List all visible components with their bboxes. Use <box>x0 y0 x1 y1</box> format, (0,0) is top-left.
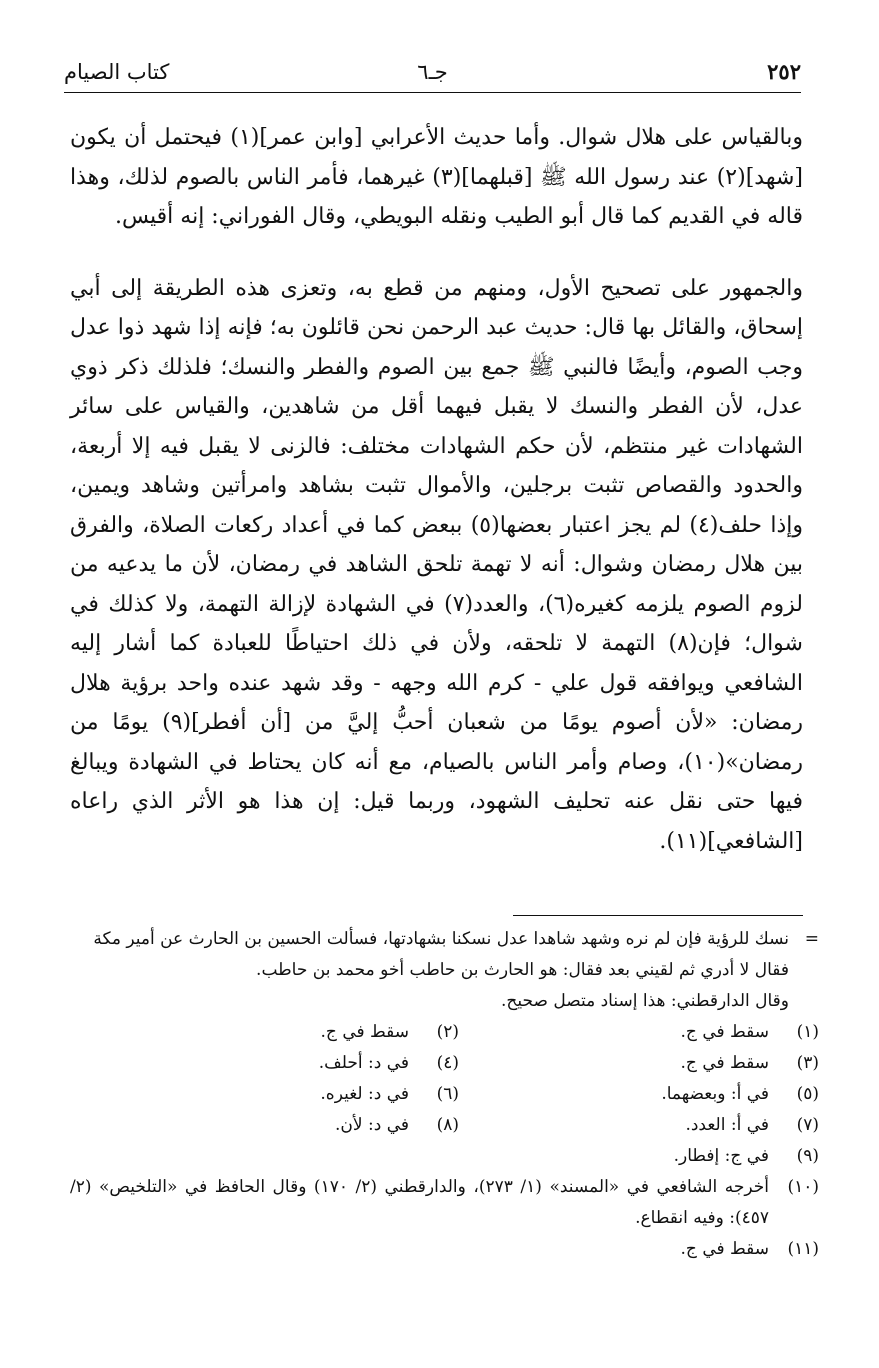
footnote-number: (٩) <box>796 1146 819 1166</box>
footnote-separator <box>513 915 803 916</box>
running-header <box>64 52 801 93</box>
footnote-number: (٣) <box>796 1053 819 1073</box>
footnotes <box>70 924 819 1265</box>
footnote <box>70 1110 459 1141</box>
book-title: كتاب الصيام <box>64 60 170 84</box>
footnote-text: سقط في ج. <box>320 1022 409 1042</box>
footnote-grid <box>70 1017 819 1141</box>
footnote-number: (٤) <box>436 1053 459 1073</box>
footnote-text: في أ: وبعضهما. <box>661 1084 769 1104</box>
volume-label: جـ٦ <box>417 60 448 84</box>
footnote-text: سقط في ج. <box>680 1053 769 1073</box>
footnote-text: سقط في ج. <box>680 1239 769 1259</box>
footnote-text: في د: أحلف. <box>318 1053 409 1073</box>
footnote <box>459 1017 819 1048</box>
main-text <box>70 118 803 861</box>
footnote <box>70 1172 819 1234</box>
footnote-text: سقط في ج. <box>680 1022 769 1042</box>
footnote-number: (١) <box>796 1022 819 1042</box>
continuation-text: نسك للرؤية فإن لم نره وشهد شاهدا عدل نسكنا بشهادتها، فسألت الحسين بن الحارث عن أمير مكة فقال لا أدري ثم لقيني بعد فقال: هو الحارث بن حاطب أخو محمد بن حاطب. <box>93 929 789 980</box>
footnote-text: أخرجه الشافعي في «المسند» (١/ ٢٧٣)، والدارقطني (٢/ ١٧٠) وقال الحافظ في «التلخيص» (٢/ ٤٥٧): وفيه انقطاع. <box>70 1177 769 1228</box>
footnote <box>70 1079 459 1110</box>
footnote <box>70 1048 459 1079</box>
footnote <box>70 1017 459 1048</box>
page-number: ٢٥٢ <box>767 59 801 84</box>
footnote-continuation <box>70 924 819 1017</box>
footnote <box>459 1079 819 1110</box>
footnote-text: في ج: إفطار. <box>673 1146 769 1166</box>
footnote-number: (٨) <box>436 1115 459 1135</box>
footnote-number: (٥) <box>796 1084 819 1104</box>
footnote-number: (١٠) <box>787 1177 819 1197</box>
footnote <box>459 1048 819 1079</box>
footnote-number: (١١) <box>787 1239 819 1259</box>
footnote <box>70 1141 819 1172</box>
footnote <box>459 1110 819 1141</box>
footnote-number: (٢) <box>436 1022 459 1042</box>
footnote-text: في أ: العدد. <box>685 1115 769 1135</box>
footnote-number: (٦) <box>436 1084 459 1104</box>
footnote-number: (٧) <box>796 1115 819 1135</box>
continuation-mark: = <box>804 929 819 949</box>
footnote <box>70 1234 819 1265</box>
paragraph: والجمهور على تصحيح الأول، ومنهم من قطع به، وتعزى هذه الطريقة إلى أبي إسحاق، والقائل بها قال: حديث عبد الرحمن نحن قائلون به؛ فإنه إذا شهد ذوا عدل وجب الصوم، وأيضًا فالنبي ﷺ جمع بين الصوم والفطر والنسك؛ فلذلك ذكر ذوي عدل، لأن الفطر والنسك لا يقبل فيهما أقل من شاهدين، والقياس على سائر الشهادات غير منتظم، لأن حكم الشهادات مختلف: فالزنى لا يقبل فيه إلا أربعة، والحدود والقصاص تثبت برجلين، والأموال تثبت بشاهد وامرأتين وشاهد ويمين، وإذا حلف(٤) لم يجز اعتبار بعضها(٥) ببعض كما في أعداد ركعات الصلاة، والفرق بين هلال رمضان وشوال: أنه لا تهمة تلحق الشاهد في رمضان، لأن ما يدعيه من لزوم الصوم يلزمه كغيره(٦)، والعدد(٧) في الشهادة لإزالة التهمة، ولا كذلك في شوال؛ فإن(٨) التهمة لا تلحقه، ولأن في ذلك احتياطًا للعبادة كما أشار إليه الشافعي ويوافقه قول علي - كرم الله وجهه - وقد شهد عنده واحد برؤية هلال رمضان: «لأن أصوم يومًا من شعبان أحبُّ إليَّ من [أن أفطر](٩) يومًا من رمضان»(١٠)، وصام وأمر الناس بالصيام، مع أنه كان يحتاط في الشهادة ويبالغ فيها حتى نقل عنه تحليف الشهود، وربما قيل: إن هذا هو الأثر الذي راعاه [الشافعي](١١). <box>70 275 804 854</box>
continuation-text: وقال الدارقطني: هذا إسناد متصل صحيح. <box>501 991 789 1011</box>
footnote-text: في د: لأن. <box>335 1115 409 1135</box>
paragraph: وبالقياس على هلال شوال. وأما حديث الأعرابي [وابن عمر](١) فيحتمل أن يكون [شهد](٢) عند رسول الله ﷺ [قبلهما](٣) غيرهما، فأمر الناس بالصوم لذلك، وهذا قاله في القديم كما قال أبو الطيب ونقله البويطي، وقال الفوراني: إنه أقيس. <box>70 125 803 229</box>
footnote-text: في د: لغيره. <box>320 1084 409 1104</box>
